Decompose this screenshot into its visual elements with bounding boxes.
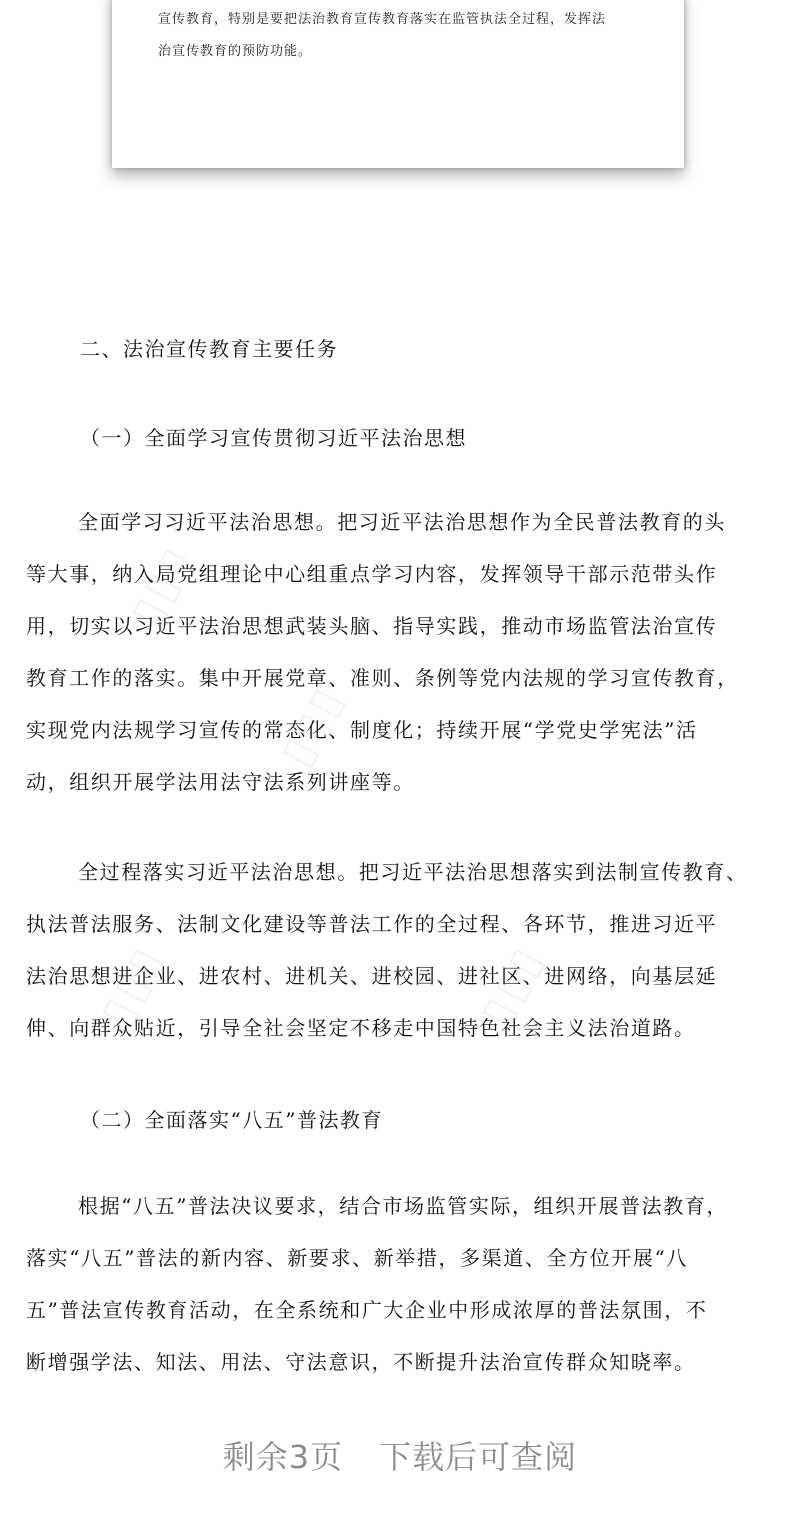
paragraph-line: 落实“八五”普法的新内容、新要求、新举措，多渠道、全方位开展“八 <box>26 1246 688 1270</box>
watermark: ▯▯▯ <box>469 936 555 1035</box>
paragraph-line: 动，组织开展学法用法守法系列讲座等。 <box>26 770 415 794</box>
previous-page-card <box>112 0 684 168</box>
paragraph-line: 实现党内法规学习宣传的常态化、制度化；持续开展“学党史学宪法”活 <box>26 718 698 742</box>
paragraph-line: 教育工作的落实。集中开展党章、准则、条例等党内法规的学习宣传教育， <box>26 666 739 690</box>
watermark: ▯▯▯ <box>269 676 355 775</box>
subsection-title-1: （一）全面学习宣传贯彻习近平法治思想 <box>80 426 467 450</box>
paragraph-2 <box>26 846 786 1054</box>
paragraph-line: 全过程落实习近平法治思想。把习近平法治思想落实到法制宣传教育、 <box>78 860 748 884</box>
remaining-pages-notice[interactable] <box>0 1432 800 1478</box>
download-to-view-label: 下载后可查阅 <box>379 1438 578 1476</box>
paragraph-line: 用，切实以习近平法治思想武装头脑、指导实践，推动市场监管法治宣传 <box>26 614 718 638</box>
section-title: 二、法治宣传教育主要任务 <box>80 337 338 361</box>
watermark: ▯▯▯ <box>119 536 205 635</box>
card-text <box>158 4 658 68</box>
remaining-pages-label: 剩余3页 <box>222 1438 344 1476</box>
paragraph-line: 伸、向群众贴近，引导全社会坚定不移走中国特色社会主义法治道路。 <box>26 1016 696 1040</box>
paragraph-line: 等大事，纳入局党组理论中心组重点学习内容，发挥领导干部示范带头作 <box>26 562 718 586</box>
card-line: 宣传教育，特别是要把法治教育宣传教育落实在监管执法全过程，发挥法 <box>158 12 607 27</box>
subsection-title-2: （二）全面落实“八五”普法教育 <box>80 1108 383 1132</box>
card-line: 治宣传教育的预防功能。 <box>158 44 313 59</box>
paragraph-line: 全面学习习近平法治思想。把习近平法治思想作为全民普法教育的头 <box>78 510 726 534</box>
paragraph-1 <box>26 496 786 808</box>
watermark: ▯▯▯ <box>89 936 175 1035</box>
paragraph-line: 根据“八五”普法决议要求，结合市场监管实际，组织开展普法教育， <box>78 1194 729 1218</box>
paragraph-line: 法治思想进企业、进农村、进机关、进校园、进社区、进网络，向基层延 <box>26 964 718 988</box>
paragraph-line: 断增强学法、知法、用法、守法意识，不断提升法治宣传群众知晓率。 <box>26 1350 696 1374</box>
paragraph-line: 执法普法服务、法制文化建设等普法工作的全过程、各环节，推进习近平 <box>26 912 718 936</box>
paragraph-3 <box>26 1180 786 1388</box>
paragraph-line: 五”普法宣传教育活动，在全系统和广大企业中形成浓厚的普法氛围，不 <box>26 1298 708 1322</box>
